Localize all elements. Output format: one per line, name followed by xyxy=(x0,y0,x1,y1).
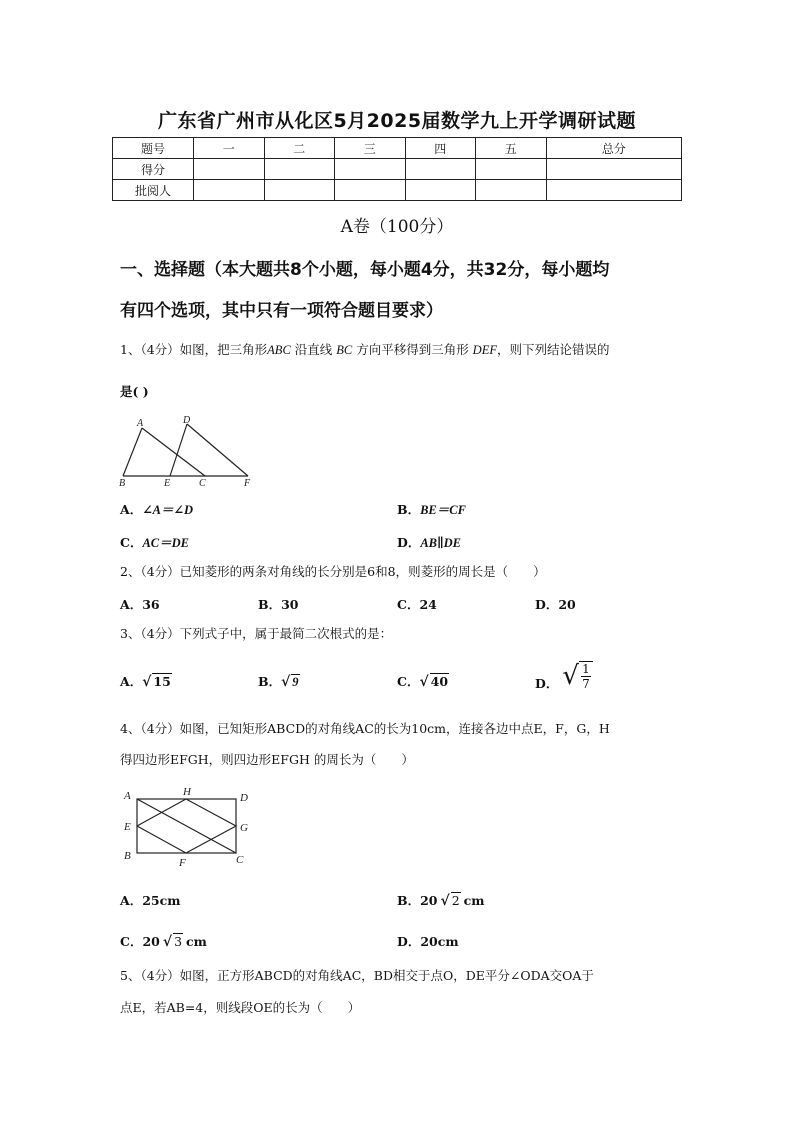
label-a: A xyxy=(124,790,131,802)
q4-rectangle-figure xyxy=(118,785,258,870)
option-text: 20cm xyxy=(420,934,459,949)
volume-heading: A卷（100分） xyxy=(340,217,454,237)
option-letter: C． xyxy=(120,934,143,949)
q1-option-d[interactable] xyxy=(397,533,461,551)
q1-option-b[interactable] xyxy=(397,500,466,518)
radicand: 15 xyxy=(153,674,171,689)
label-e: E xyxy=(124,821,131,833)
option-text: AB∥DE xyxy=(420,536,461,550)
sqrt-symbol: √ xyxy=(142,674,152,690)
q1-def: DEF xyxy=(472,343,497,357)
label-h: H xyxy=(183,786,191,798)
option-text: 30 xyxy=(281,597,299,612)
table-row xyxy=(113,138,682,159)
option-letter: A． xyxy=(120,893,143,908)
q3-option-d[interactable] xyxy=(535,660,593,692)
option-letter: B． xyxy=(258,674,282,689)
option-letter: C． xyxy=(120,535,143,550)
table-cell: 得分 xyxy=(113,159,194,180)
table-cell xyxy=(335,180,406,201)
q4-stem-line1: 4、（4分）如图，已知矩形ABCD的对角线AC的长为10cm，连接各边中点E，F，G，H xyxy=(120,721,610,736)
section-heading-line2: 有四个选项，其中只有一项符合题目要求） xyxy=(120,301,443,321)
label-b: B xyxy=(119,478,126,489)
table-cell: 总分 xyxy=(546,138,682,159)
option-letter: A． xyxy=(120,674,143,689)
option-text: BE＝CF xyxy=(420,503,466,517)
label-f: F xyxy=(179,857,186,869)
q2-stem: 2、（4分）已知菱形的两条对角线的长分别是6和8，则菱形的周长是（ ） xyxy=(120,564,546,579)
q1-text: 1、（4分）如图，把三角形 xyxy=(120,342,268,357)
numerator: 1 xyxy=(582,662,590,676)
table-cell xyxy=(264,180,335,201)
table-cell xyxy=(335,159,406,180)
table-row xyxy=(113,180,682,201)
q2-option-c[interactable] xyxy=(397,595,437,613)
q1-stem-line1 xyxy=(120,340,680,360)
table-cell xyxy=(546,159,682,180)
label-d: D xyxy=(183,415,191,426)
option-pre: 20 xyxy=(142,934,160,949)
option-letter: B． xyxy=(258,597,282,612)
sqrt-symbol: √ xyxy=(162,934,173,950)
label-g: G xyxy=(240,822,248,834)
label-b: B xyxy=(124,850,131,862)
segment-de xyxy=(170,424,187,476)
q1-option-c[interactable] xyxy=(120,533,189,551)
option-letter: D． xyxy=(397,934,421,949)
label-f: F xyxy=(244,478,251,489)
radicand: 2 xyxy=(451,893,460,908)
option-letter: C． xyxy=(397,674,420,689)
q1-text: 沿直线 xyxy=(290,342,337,357)
table-cell xyxy=(264,159,335,180)
q3-option-b[interactable] xyxy=(258,672,300,690)
q1-stem-line2: 是( ) xyxy=(120,384,149,399)
table-cell: 五 xyxy=(476,138,547,159)
q5-stem-line2: 点E，若AB=4，则线段OE的长为（ ） xyxy=(120,1000,361,1015)
fraction xyxy=(579,661,593,691)
q2-option-b[interactable] xyxy=(258,595,298,613)
segment-ab xyxy=(123,428,142,476)
label-c: C xyxy=(199,478,206,489)
option-text: AC＝DE xyxy=(142,536,189,550)
table-cell: 一 xyxy=(194,138,265,159)
q3-stem: 3、（4分）下列式子中，属于最简二次根式的是： xyxy=(120,626,393,641)
option-text: 36 xyxy=(142,597,160,612)
q3-option-c[interactable] xyxy=(397,672,449,690)
score-table xyxy=(112,137,682,201)
table-cell xyxy=(405,180,476,201)
section-heading-line1: 一、选择题（本大题共8个小题，每小题4分，共32分，每小题均 xyxy=(120,260,610,280)
option-letter: B． xyxy=(397,502,421,517)
q2-option-a[interactable] xyxy=(120,595,160,613)
table-cell: 四 xyxy=(405,138,476,159)
q1-text: 方向平移得到三角形 xyxy=(352,342,473,357)
q4-option-a[interactable] xyxy=(120,891,180,909)
label-e: E xyxy=(164,478,171,489)
segment-df xyxy=(187,424,248,476)
table-cell xyxy=(476,159,547,180)
table-cell xyxy=(194,159,265,180)
option-text: 20 xyxy=(558,597,576,612)
q4-option-d[interactable] xyxy=(397,932,459,950)
diagonal-ac xyxy=(137,799,236,853)
table-cell xyxy=(476,180,547,201)
option-pre: 20 xyxy=(420,893,438,908)
denominator: 7 xyxy=(582,677,590,691)
table-cell xyxy=(194,180,265,201)
option-letter: D． xyxy=(397,535,421,550)
option-text: ∠A＝∠D xyxy=(142,503,194,517)
option-letter: D． xyxy=(535,676,559,691)
q4-option-b[interactable] xyxy=(397,891,484,909)
table-cell: 题号 xyxy=(113,138,194,159)
option-letter: D． xyxy=(535,597,559,612)
option-letter: C． xyxy=(397,597,420,612)
sqrt-symbol: √ xyxy=(281,674,291,690)
q1-bc: BC xyxy=(336,343,353,357)
table-row xyxy=(113,159,682,180)
q2-option-d[interactable] xyxy=(535,595,576,613)
q4-option-c[interactable] xyxy=(120,932,207,950)
option-post: cm xyxy=(463,893,485,908)
radicand: 40 xyxy=(430,674,449,689)
table-cell xyxy=(546,180,682,201)
option-post: cm xyxy=(186,934,207,949)
option-letter: A． xyxy=(120,597,143,612)
radicand: 9 xyxy=(292,675,299,689)
q5-stem-line1: 5、（4分）如图，正方形ABCD的对角线AC，BD相交于点O，DE平分∠ODA交OA于 xyxy=(120,968,594,983)
table-cell: 二 xyxy=(264,138,335,159)
option-letter: B． xyxy=(397,893,421,908)
radicand: 3 xyxy=(174,934,183,949)
option-text: 25cm xyxy=(142,893,181,908)
label-d: D xyxy=(240,792,248,804)
segment-ac xyxy=(142,428,205,476)
option-letter: A． xyxy=(120,502,143,517)
page-title: 广东省广州市从化区5月2025届数学九上开学调研试题 xyxy=(157,110,637,132)
q1-option-a[interactable] xyxy=(120,500,193,518)
table-cell: 三 xyxy=(335,138,406,159)
q1-text: ，则下列结论错误的 xyxy=(496,342,610,357)
table-cell xyxy=(405,159,476,180)
option-text: 24 xyxy=(419,597,437,612)
q3-option-a[interactable] xyxy=(120,672,172,690)
sqrt-symbol: √ xyxy=(562,661,579,691)
label-c: C xyxy=(236,854,244,866)
table-cell: 批阅人 xyxy=(113,180,194,201)
sqrt-symbol: √ xyxy=(419,674,429,690)
sqrt-symbol: √ xyxy=(440,893,450,909)
q1-abc: ABC xyxy=(267,343,291,357)
q4-stem-line2: 得四边形EFGH，则四边形EFGH 的周长为（ ） xyxy=(120,752,414,767)
label-a: A xyxy=(137,418,144,429)
q1-translation-figure xyxy=(115,414,260,489)
